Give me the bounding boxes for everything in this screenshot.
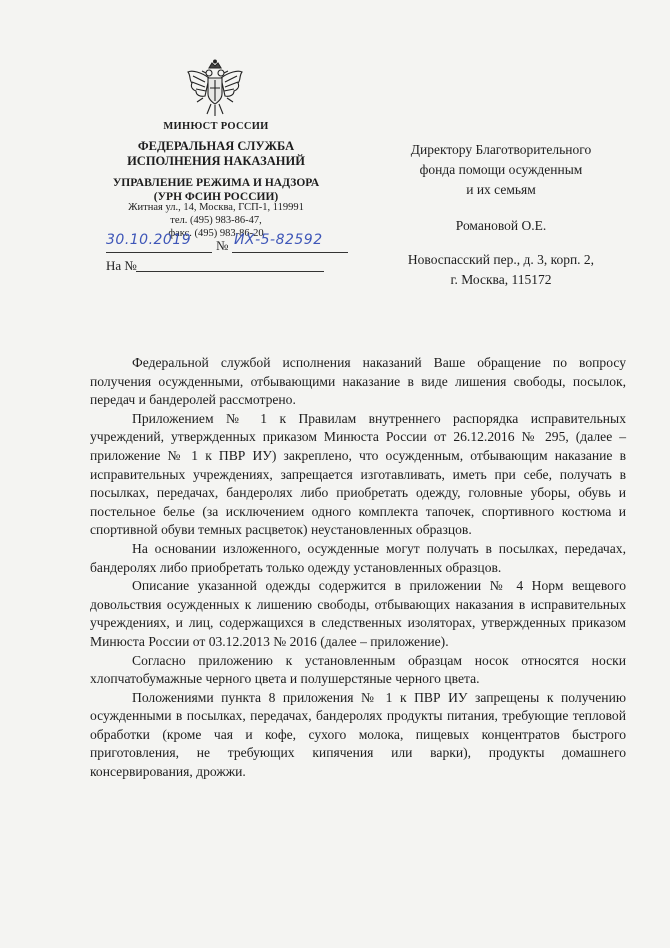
addressee-line3: и их семьям xyxy=(466,182,536,197)
department-name-line1: УПРАВЛЕНИЕ РЕЖИМА И НАДЗОРА xyxy=(112,177,320,189)
addressee-position xyxy=(366,140,636,200)
fsin-eagle-emblem-icon xyxy=(185,58,245,120)
body-paragraph-6: Положениями пункта 8 приложения № 1 к ПВР ИУ запрещены к получению осужденными в посылках, передачах, бандеролях продукты питания, требующие тепловой обработки (кроме чая и кофе, сухого молока, пищевых концентратов быстрого приготовления, не требующих кипячения или варки), продукты домашнего консервирования, дрожжи. xyxy=(90,689,626,780)
outgoing-date-field xyxy=(106,234,212,253)
body-paragraph-1: Федеральной службой исполнения наказаний Ваше обращение по вопросу получения осужденными, отбывающими наказание в виде лишения свободы, посылок, передач и бандеролей рассмотрено. xyxy=(90,355,626,408)
addressee-address-line1: Новоспасский пер., д. 3, корп. 2, xyxy=(407,252,595,267)
department-name-line2: (УРН ФСИН РОССИИ) xyxy=(153,191,279,203)
sender-address-line1: Житная ул., 14, Москва, ГСП-1, 119991 xyxy=(128,202,304,213)
sender-phone: тел. (495) 983-86-47, xyxy=(170,215,262,226)
service-name-line2: ИСПОЛНЕНИЯ НАКАЗАНИЙ xyxy=(127,154,305,168)
body-paragraph-5: Согласно приложению к установленным образцам носок относятся носки хлопчатобумажные черного цвета и полушерстяные черного цвета. xyxy=(90,652,626,687)
reference-number-line xyxy=(136,271,324,272)
department-name xyxy=(98,176,334,204)
letter-body xyxy=(90,354,626,782)
addressee-line1: Директору Благотворительного xyxy=(410,142,592,157)
outgoing-number-field xyxy=(232,234,348,253)
addressee-address xyxy=(366,250,636,290)
addressee-address-line2: г. Москва, 115172 xyxy=(450,272,552,287)
addressee-name: Романовой О.Е. xyxy=(455,218,547,233)
body-paragraph-2: Приложением № 1 к Правилам внутреннего распорядка исправительных учреждений, утвержденных приказом Минюста России от 26.12.2016 № 295, (далее – приложение № 1 к ПВР ИУ) закреплено, что осужденным, отбывающим наказание в исправительных учреждениях, запрещается изготавливать, иметь при себе, получать в посылках, передачах, бандеролях либо приобретать одежду, головные уборы, обувь и постельное белье (за исключением одного комплекта тапочек, спортивного костюма и спортивной обуви темных расцветок) неустановленных образцов. xyxy=(90,410,626,538)
addressee-line2: фонда помощи осужденным xyxy=(419,162,583,177)
service-name-line1: ФЕДЕРАЛЬНАЯ СЛУЖБА xyxy=(137,139,295,153)
outgoing-number-label: № xyxy=(216,238,229,253)
ministry-name: МИНЮСТ РОССИИ xyxy=(163,121,269,132)
sender-fax: факс. (495) 983-86-20 xyxy=(168,228,264,239)
body-paragraph-3: На основании изложенного, осужденные могут получать в посылках, передачах, бандеролях либо приобретать только одежду установленных образцов. xyxy=(90,540,626,575)
reference-number-label: На № xyxy=(106,258,137,273)
service-name xyxy=(98,139,334,169)
body-paragraph-4: Описание указанной одежды содержится в приложении № 4 Норм вещевого довольствия осужденных к лишению свободы, отбывающих наказания в исправительных учреждениях, и лиц, содержащихся в следственных изоляторах, утвержденных приказом Минюста России от 03.12.2013 № 2016 (далее – приложение). xyxy=(90,578,626,649)
outgoing-number-handwritten: ИХ-5-82592 xyxy=(234,232,323,248)
outgoing-date-handwritten: 30.10.2019 xyxy=(106,232,192,248)
